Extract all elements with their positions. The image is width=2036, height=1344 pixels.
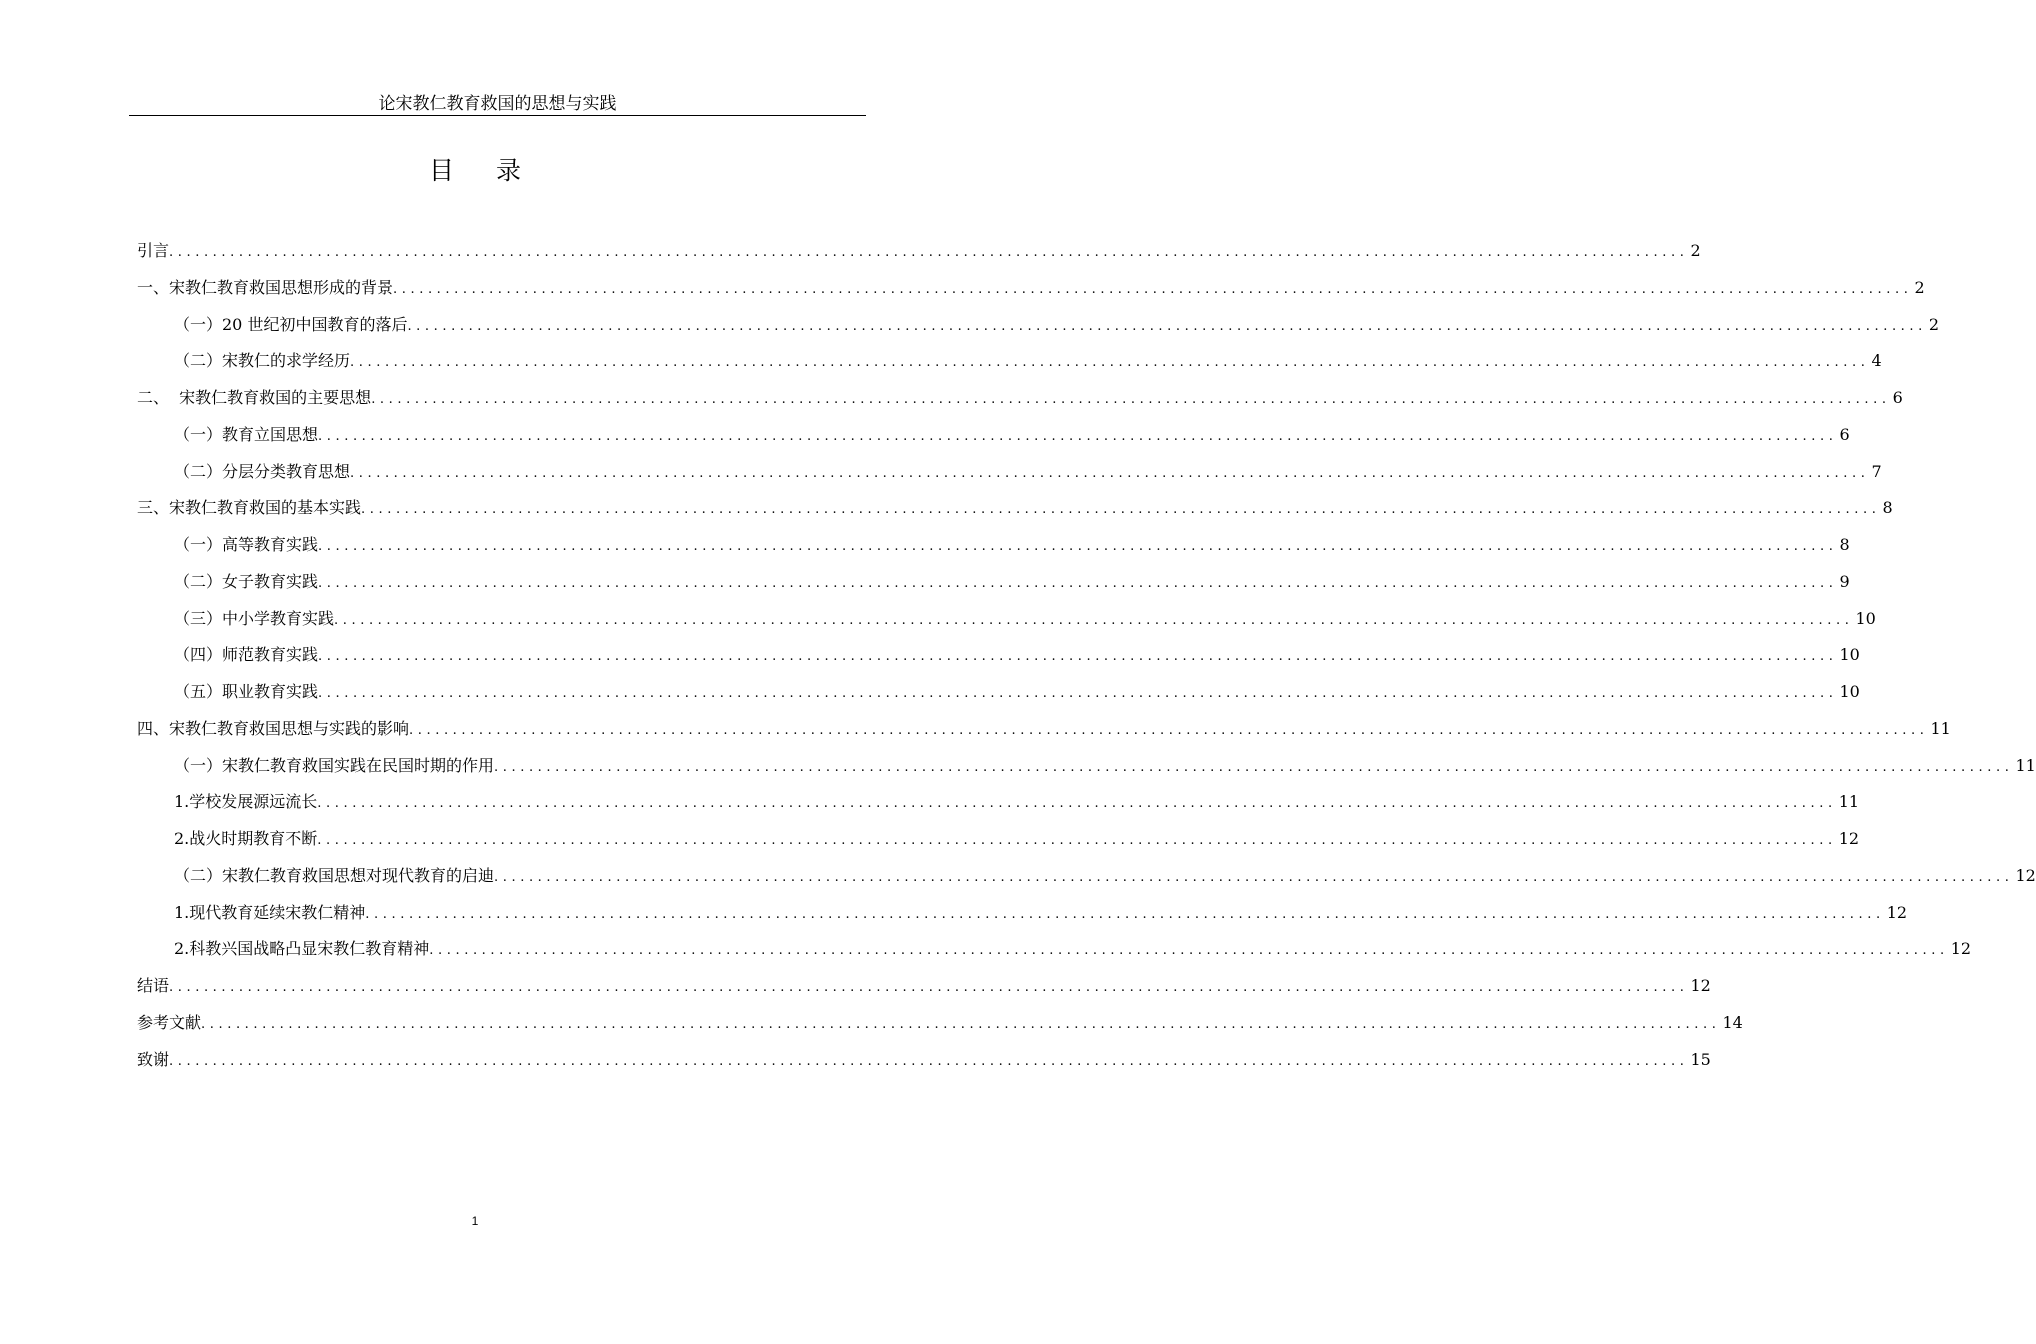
toc-title: 目录	[428, 156, 563, 185]
toc-leader: ..............................................................................................................................................................................	[393, 281, 1913, 297]
toc-leader: ..............................................................................................................................................................................	[318, 428, 1838, 444]
toc-entry-page: 10	[1855, 608, 1876, 628]
toc-leader: ..............................................................................................................................................................................	[317, 833, 1837, 848]
toc-entry-page: 6	[1839, 424, 1850, 444]
toc-entry-section-4-1[interactable]	[137, 755, 2036, 792]
toc-entry-section-2-2[interactable]	[137, 461, 1882, 498]
toc-entry-section-3-4[interactable]	[137, 644, 1860, 681]
toc-entry-page: 10	[1839, 682, 1860, 701]
toc-entry-label: 1.现代教育延续宋教仁精神	[174, 902, 366, 922]
toc-entry-subsection-4-1-1[interactable]	[137, 791, 1860, 828]
toc-leader: ..............................................................................................................................................................................	[494, 759, 2014, 775]
toc-entry-chapter-4[interactable]	[137, 718, 1951, 755]
header-rule	[129, 115, 866, 116]
toc-entry-label: 2.战火时期教育不断	[174, 829, 318, 848]
toc-entry-page: 8	[1882, 498, 1893, 518]
toc-leader: ..............................................................................................................................................................................	[169, 245, 1689, 260]
toc-entry-label: （五）职业教育实践	[174, 682, 319, 701]
toc-entry-label: 致谢	[137, 1049, 170, 1069]
toc-entry-page: 12	[1690, 976, 1711, 995]
toc-entry-label: 三、宋教仁教育救国的基本实践	[137, 498, 362, 518]
toc-leader: ..............................................................................................................................................................................	[409, 722, 1929, 738]
toc-entry-references[interactable]	[137, 1012, 1743, 1049]
toc-entry-label: 2.科教兴国战略凸显宋教仁教育精神	[174, 939, 430, 959]
toc-entry-page: 14	[1722, 1012, 1743, 1032]
toc-entry-conclusion[interactable]	[137, 975, 1711, 1012]
toc-entry-chapter-2[interactable]	[137, 387, 1903, 424]
toc-entry-label: 一、宋教仁教育救国思想形成的背景	[137, 277, 394, 297]
toc-entry-page: 12	[2015, 865, 2036, 885]
toc-entry-page: 9	[1839, 571, 1850, 591]
toc-leader: ..............................................................................................................................................................................	[407, 318, 1927, 334]
toc-entry-section-1-2[interactable]	[137, 350, 1882, 387]
toc-entry-label: 引言	[137, 241, 170, 260]
toc-entry-page: 10	[1839, 645, 1860, 665]
toc-leader: ..............................................................................................................................................................................	[494, 869, 2014, 885]
toc-entry-label: （二）宋教仁的求学经历	[174, 351, 351, 371]
toc-entry-section-3-3[interactable]	[137, 608, 1876, 645]
toc-entry-label: （二）女子教育实践	[174, 571, 319, 591]
toc-entry-section-3-2[interactable]	[137, 571, 1850, 608]
toc-leader: ..............................................................................................................................................................................	[318, 575, 1838, 591]
toc-entry-subsection-4-2-1[interactable]	[137, 902, 1908, 939]
toc-entry-label: 二、 宋教仁教育救国的主要思想	[137, 388, 372, 407]
toc-entry-section-2-1[interactable]	[137, 424, 1850, 461]
toc-entry-section-4-2[interactable]	[137, 865, 2036, 902]
toc-entry-chapter-3[interactable]	[137, 497, 1893, 534]
toc-entry-label: （一）教育立国思想	[174, 424, 319, 444]
toc-leader: ..............................................................................................................................................................................	[169, 1053, 1689, 1069]
toc-entry-page: 12	[1950, 939, 1972, 959]
toc-leader: ..............................................................................................................................................................................	[317, 796, 1837, 812]
toc-leader: ..............................................................................................................................................................................	[371, 392, 1891, 407]
toc-leader: ..............................................................................................................................................................................	[350, 355, 1870, 371]
toc-entry-label: 结语	[137, 976, 170, 995]
toc-entry-label: 四、宋教仁教育救国思想与实践的影响	[137, 718, 410, 738]
toc-entry-label: 参考文献	[137, 1012, 202, 1032]
toc-entry-section-3-1[interactable]	[137, 534, 1850, 571]
toc-entry-label: （二）分层分类教育思想	[174, 461, 351, 481]
toc-leader: ..............................................................................................................................................................................	[201, 1016, 1721, 1032]
running-header-title: 论宋教仁教育救国的思想与实践	[378, 94, 617, 114]
table-of-contents	[137, 240, 2036, 1085]
toc-entry-page: 12	[1886, 902, 1908, 922]
toc-entry-label: （三）中小学教育实践	[174, 608, 335, 628]
toc-entry-section-1-1[interactable]	[137, 314, 1940, 351]
toc-entry-label: （一）20 世纪初中国教育的落后	[174, 314, 408, 334]
toc-entry-intro[interactable]	[137, 240, 1701, 277]
toc-entry-section-3-5[interactable]	[137, 681, 1860, 718]
toc-entry-subsection-4-2-2[interactable]	[137, 938, 1972, 975]
toc-entry-label: （二）宋教仁教育救国思想对现代教育的启迪	[174, 865, 495, 885]
toc-entry-page: 4	[1871, 351, 1882, 371]
toc-entry-page: 2	[1690, 241, 1701, 260]
toc-leader: ..............................................................................................................................................................................	[318, 686, 1838, 701]
toc-entry-page: 15	[1690, 1049, 1711, 1069]
toc-entry-page: 12	[1838, 829, 1860, 848]
toc-entry-acknowledgements[interactable]	[137, 1049, 1711, 1086]
toc-entry-label: （一）高等教育实践	[174, 535, 319, 554]
toc-leader: ..............................................................................................................................................................................	[169, 980, 1689, 995]
toc-entry-chapter-1[interactable]	[137, 277, 1925, 314]
toc-entry-label: 1.学校发展源远流长	[174, 792, 318, 812]
toc-entry-page: 2	[1914, 277, 1925, 297]
toc-leader: ..............................................................................................................................................................................	[318, 649, 1838, 665]
toc-entry-page: 2	[1928, 314, 1940, 334]
toc-entry-page: 7	[1871, 461, 1882, 481]
page-number: 1	[471, 1214, 479, 1228]
toc-leader: ..............................................................................................................................................................................	[334, 612, 1854, 628]
toc-leader: ..............................................................................................................................................................................	[361, 502, 1881, 518]
toc-leader: ..............................................................................................................................................................................	[318, 539, 1838, 554]
toc-leader: ..............................................................................................................................................................................	[365, 906, 1885, 922]
toc-entry-label: （一）宋教仁教育救国实践在民国时期的作用	[174, 755, 495, 775]
toc-entry-subsection-4-1-2[interactable]	[137, 828, 1860, 865]
toc-entry-page: 11	[1838, 792, 1860, 812]
toc-entry-page: 11	[2015, 755, 2036, 775]
toc-entry-page: 6	[1892, 388, 1903, 407]
toc-leader: ..............................................................................................................................................................................	[429, 943, 1949, 959]
toc-leader: ..............................................................................................................................................................................	[350, 465, 1870, 481]
toc-entry-page: 8	[1839, 535, 1850, 554]
toc-entry-page: 11	[1930, 718, 1951, 738]
toc-entry-label: （四）师范教育实践	[174, 645, 319, 665]
